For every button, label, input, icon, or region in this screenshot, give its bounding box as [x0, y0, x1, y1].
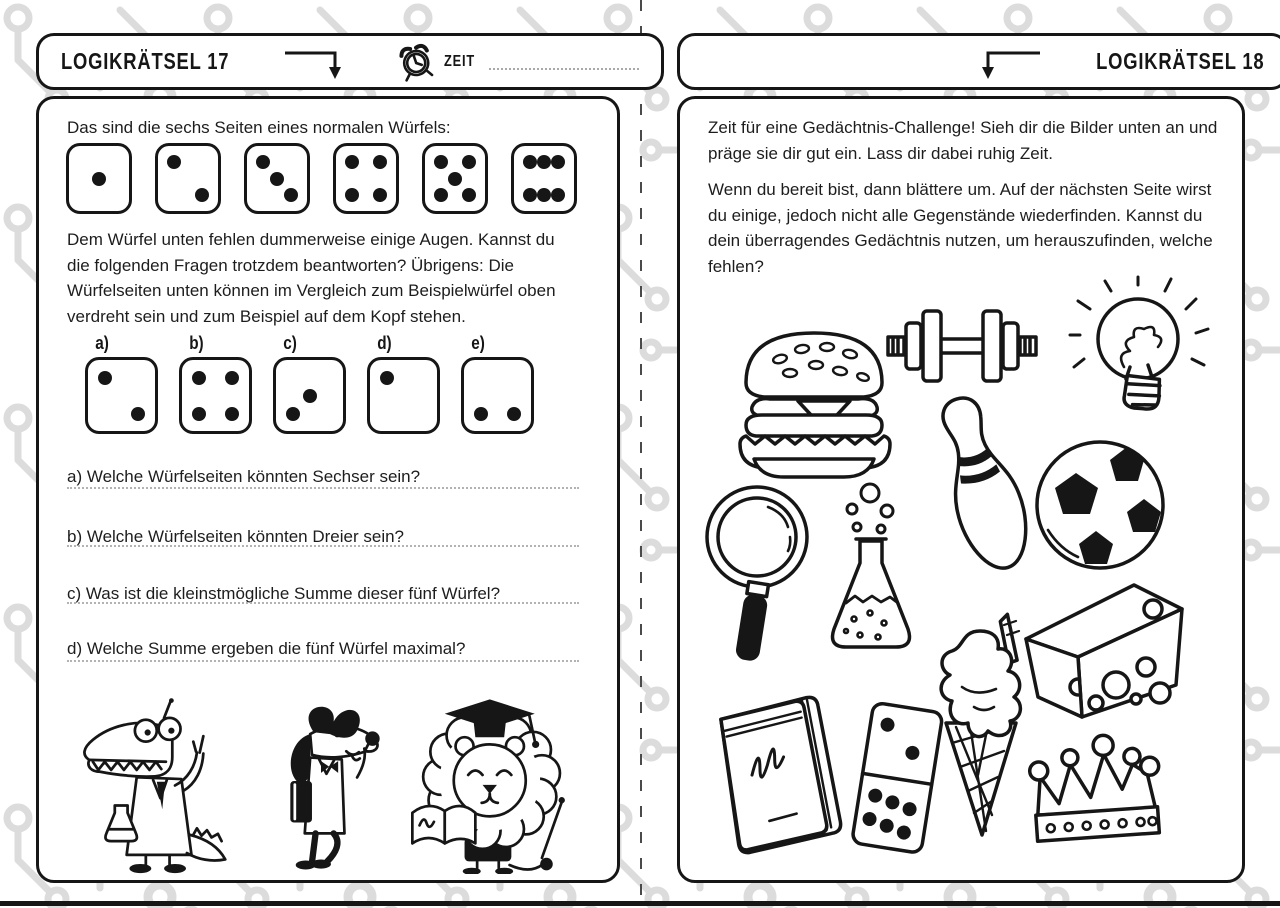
die [273, 357, 346, 434]
answer-line-d [67, 660, 579, 662]
die-pip [474, 407, 488, 421]
alarm-clock-icon [398, 42, 434, 82]
arrow-right-down-icon [283, 43, 353, 81]
die-pip [462, 188, 476, 202]
answer-line-a [67, 487, 579, 489]
crocodile-scientist-illustration [67, 696, 242, 874]
die-pip [192, 407, 206, 421]
die-pip [195, 188, 209, 202]
die-pip [270, 172, 284, 186]
die-pip [448, 172, 462, 186]
die [179, 357, 252, 434]
memory-task-paragraph: Wenn du bereit bist, dann blättere um. Auf der nächsten Seite wirst du einige, jedoch nicht alle Gegenstände wiederfinden. Kannst du dein überragendes Gedächtnis nutzen, um herauszufinden, welche fehlen? [708, 180, 1213, 276]
intro-text: Das sind die sechs Seiten eines normalen Würfels: [67, 118, 451, 137]
question-a: a) Welche Würfelseiten könnten Sechser sein? [67, 467, 421, 486]
dog-professor-illustration [252, 698, 390, 874]
crown-icon [1014, 725, 1178, 849]
soccer-ball-icon [1030, 435, 1172, 577]
answer-line-c [67, 602, 579, 604]
die-pip [523, 155, 537, 169]
die-cell [155, 143, 221, 214]
die-label: c) [283, 333, 297, 353]
hamburger-icon [732, 319, 897, 481]
die-label: a) [95, 333, 109, 353]
memory-intro-paragraph: Zeit für eine Gedächtnis-Challenge! Sieh dir die Bilder unten an und präge sie dir gut ein. Lass dir dabei ruhig Zeit. [708, 118, 1218, 163]
die-cell [333, 143, 399, 214]
die [367, 357, 440, 434]
domino-icon [846, 699, 950, 861]
magnifying-glass-icon [702, 475, 814, 669]
page-fold-line [640, 0, 642, 908]
question-d: d) Welche Summe ergeben die fünf Würfel maximal? [67, 639, 466, 658]
die-pip [286, 407, 300, 421]
instruction-paragraph: Dem Würfel unten fehlen dummerweise einige Augen. Kannst du die folgenden Fragen trotzdem beantworten? Übrigens: Die Würfelseiten unten können im Vergleich zum Beispielwürfel oben verdreht sein und zum Beispiel auf dem Kopf stehen. [67, 230, 556, 326]
die-cell [273, 333, 346, 434]
die [66, 143, 132, 214]
die-pip [507, 407, 521, 421]
die-pip [92, 172, 106, 186]
bowling-pin-icon [930, 389, 1038, 587]
time-fill-in-line [489, 54, 639, 70]
right-page-body [677, 96, 1245, 883]
die-label: e) [471, 333, 485, 353]
left-page-body [36, 96, 620, 883]
die-cell [511, 143, 577, 214]
erlenmeyer-flask-icon [810, 479, 932, 675]
die-pip [551, 155, 565, 169]
die-pip [167, 155, 181, 169]
die-pip [284, 188, 298, 202]
die [244, 143, 310, 214]
arrow-left-down-icon [976, 43, 1042, 81]
left-page-header [36, 33, 664, 90]
question-b: b) Welche Würfelseiten könnten Dreier sein? [67, 527, 405, 546]
right-page-header [677, 33, 1280, 90]
die-pip [434, 188, 448, 202]
die-cell [367, 333, 440, 434]
die-label: b) [189, 333, 204, 353]
die [333, 143, 399, 214]
die [511, 143, 577, 214]
die-cell [461, 333, 534, 434]
die-pip [380, 371, 394, 385]
die-pip [551, 188, 565, 202]
example-dice-row [66, 143, 577, 214]
die-pip [345, 155, 359, 169]
die-pip [537, 155, 551, 169]
question-c: c) Was ist die kleinstmögliche Summe dieser fünf Würfel? [67, 584, 501, 603]
cheese-wedge-icon [1018, 569, 1190, 727]
die [155, 143, 221, 214]
die-pip [303, 389, 317, 403]
die-cell [66, 143, 132, 214]
die-pip [345, 188, 359, 202]
die [85, 357, 158, 434]
lion-professor-illustration [400, 694, 575, 874]
die-pip [462, 155, 476, 169]
answer-line-b [67, 545, 579, 547]
die-pip [373, 155, 387, 169]
die-cell [179, 333, 252, 434]
die-pip [434, 155, 448, 169]
page-title-right: LOGIKRÄTSEL 18 [1095, 48, 1264, 74]
die-cell [85, 333, 158, 434]
die-label: d) [377, 333, 392, 353]
die-pip [192, 371, 206, 385]
die-pip [523, 188, 537, 202]
die-pip [98, 371, 112, 385]
bottom-edge-rule [0, 901, 1280, 906]
mascot-characters [67, 694, 575, 874]
lightbulb-icon [1068, 275, 1210, 443]
die-pip [537, 188, 551, 202]
die [461, 357, 534, 434]
die-pip [225, 371, 239, 385]
die-cell [244, 143, 310, 214]
page-title-left: LOGIKRÄTSEL 17 [61, 48, 230, 74]
die-pip [225, 407, 239, 421]
puzzle-dice-row [85, 333, 534, 434]
dumbbell-icon [876, 295, 1048, 397]
die-pip [131, 407, 145, 421]
die-pip [256, 155, 270, 169]
die [422, 143, 488, 214]
time-label: ZEIT [444, 52, 476, 70]
die-pip [373, 188, 387, 202]
die-cell [422, 143, 488, 214]
book-icon [700, 685, 856, 861]
